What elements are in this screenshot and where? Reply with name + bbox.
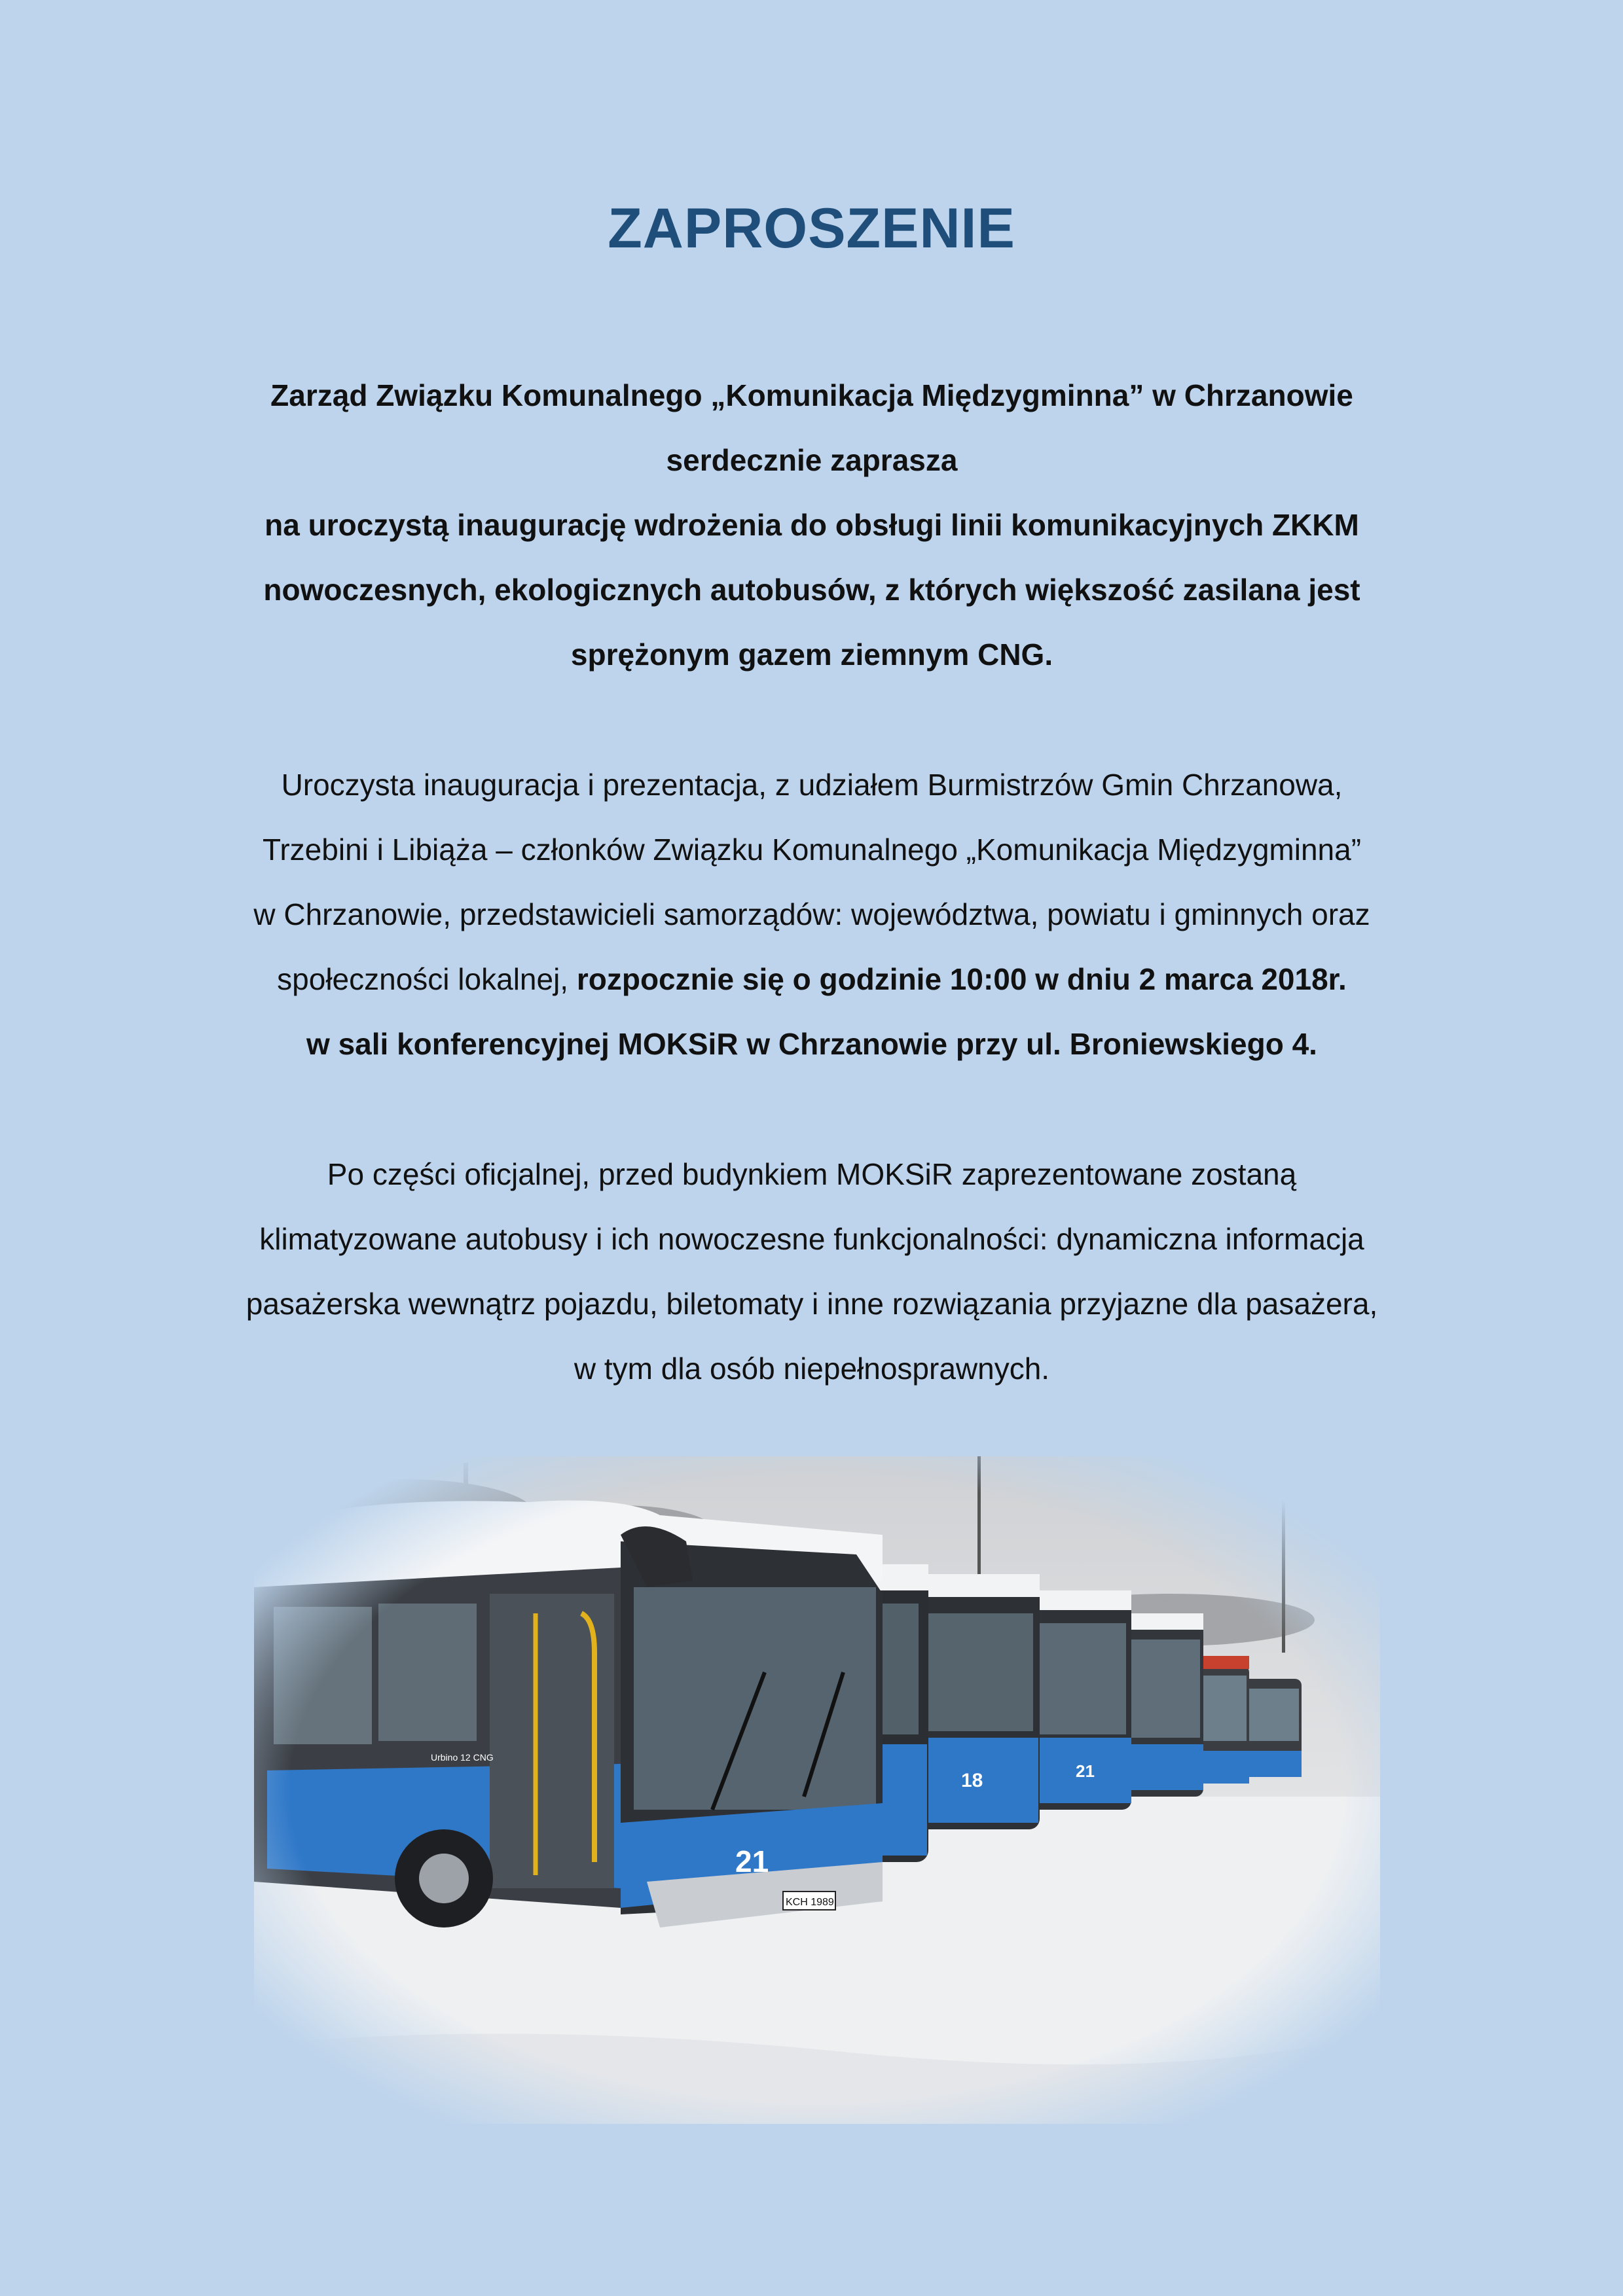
presentation-paragraph: [170, 1142, 1453, 1401]
intro-line: serdecznie zaprasza: [666, 443, 958, 477]
photo-vignette: [254, 1456, 1380, 2124]
details-line: [170, 947, 1453, 1012]
event-time: rozpocznie się o godzinie 10:00 w dniu 2 marca 2018r.: [576, 962, 1347, 996]
event-location: w sali konferencyjnej MOKSiR w Chrzanowie przy ul. Broniewskiego 4.: [306, 1027, 1317, 1061]
details-text: społeczności lokalnej,: [277, 962, 577, 996]
intro-line: nowoczesnych, ekologicznych autobusów, z których większość zasilana jest: [263, 573, 1360, 607]
details-line: Trzebini i Libiąża – członków Związku Komunalnego „Komunikacja Międzygminna”: [262, 833, 1362, 867]
details-line: Uroczysta inauguracja i prezentacja, z udziałem Burmistrzów Gmin Chrzanowa,: [281, 768, 1343, 802]
intro-paragraph: [170, 363, 1453, 687]
page-title: ZAPROSZENIE: [608, 197, 1015, 260]
details-line: w Chrzanowie, przedstawicieli samorządów: województwa, powiatu i gminnych oraz: [253, 897, 1370, 931]
presentation-line: Po części oficjalnej, przed budynkiem MOKSiR zaprezentowane zostaną: [327, 1157, 1297, 1191]
presentation-line: pasażerska wewnątrz pojazdu, biletomaty i inne rozwiązania przyjazne dla pasażera,: [246, 1287, 1378, 1321]
intro-line: Zarząd Związku Komunalnego „Komunikacja Międzygminna” w Chrzanowie: [270, 378, 1353, 412]
presentation-line: w tym dla osób niepełnosprawnych.: [574, 1352, 1050, 1386]
intro-line: sprężonym gazem ziemnym CNG.: [570, 637, 1053, 672]
details-paragraph: [170, 753, 1453, 1077]
bus-photo: [254, 1456, 1380, 2124]
intro-line: na uroczystą inaugurację wdrożenia do obsługi linii komunikacyjnych ZKKM: [264, 508, 1359, 542]
details-line: [170, 1012, 1453, 1077]
presentation-line: klimatyzowane autobusy i ich nowoczesne funkcjonalności: dynamiczna informacja: [259, 1222, 1364, 1256]
